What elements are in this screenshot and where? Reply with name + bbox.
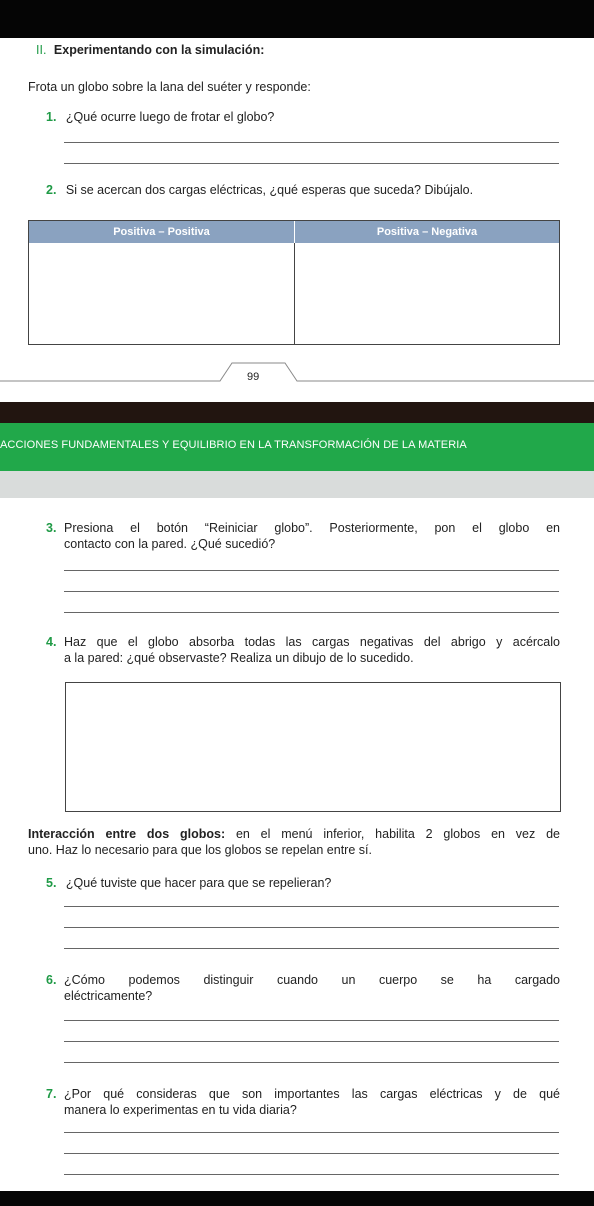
answer-line[interactable] xyxy=(64,1062,559,1063)
question-7-line-2: manera lo experimentas en tu vida diaria? xyxy=(64,1103,297,1117)
chapter-title: ACCIONES FUNDAMENTALES Y EQUILIBRIO EN LA TRANSFORMACIÓN DE LA MATERIA xyxy=(0,439,467,451)
top-black-bar xyxy=(0,0,594,38)
question-5-number: 5. xyxy=(46,876,57,890)
question-7-number: 7. xyxy=(46,1087,57,1101)
chapter-band-light xyxy=(0,471,594,498)
section-heading xyxy=(36,43,264,58)
question-4-line-2: a la pared: ¿qué observaste? Realiza un dibujo de lo sucedido. xyxy=(64,651,414,665)
question-4-line-1: Haz que el globo absorba todas las cargas negativas del abrigo y acércalo xyxy=(64,635,560,649)
question-6-line-1: ¿Cómo podemos distinguir cuando un cuerpo se ha cargado xyxy=(64,973,560,987)
answer-line[interactable] xyxy=(64,927,559,928)
interaction-line-2: uno. Haz lo necesario para que los globos se repelan entre sí. xyxy=(28,843,372,857)
answer-line[interactable] xyxy=(64,1020,559,1021)
question-7-line-1: ¿Por qué consideras que son importantes las cargas eléctricas y de qué xyxy=(64,1087,560,1101)
question-1 xyxy=(46,110,274,125)
interaction-text: en el menú inferior, habilita 2 globos en vez de xyxy=(225,827,560,841)
intro-text: Frota un globo sobre la lana del suéter y responde: xyxy=(28,80,311,94)
question-5-text: ¿Qué tuviste que hacer para que se repelieran? xyxy=(65,876,332,890)
bottom-black-bar xyxy=(0,1191,594,1206)
interaction-heading: Interacción entre dos globos: xyxy=(28,827,226,841)
section-numeral: II. xyxy=(36,43,47,57)
answer-line[interactable] xyxy=(64,570,559,571)
answer-line[interactable] xyxy=(64,163,559,164)
table-header-positive-positive: Positiva – Positiva xyxy=(29,221,295,243)
question-2-text: Si se acercan dos cargas eléctricas, ¿qué esperas que suceda? Dibújalo. xyxy=(65,183,474,197)
drawing-box[interactable] xyxy=(65,682,561,812)
question-3-line-1: Presiona el botón “Reiniciar globo”. Posteriormente, pon el globo en xyxy=(64,521,560,535)
answer-line[interactable] xyxy=(64,142,559,143)
question-5 xyxy=(46,876,331,891)
question-1-text: ¿Qué ocurre luego de frotar el globo? xyxy=(65,110,275,124)
answer-line[interactable] xyxy=(64,612,559,613)
question-2-number: 2. xyxy=(46,183,57,197)
question-1-number: 1. xyxy=(46,110,57,124)
answer-line[interactable] xyxy=(64,1132,559,1133)
chapter-band xyxy=(0,423,594,471)
section-title: Experimentando con la simulación: xyxy=(53,43,265,57)
chapter-band-dark xyxy=(0,402,594,423)
page-number: 99 xyxy=(247,371,260,383)
question-3-line-2: contacto con la pared. ¿Qué sucedió? xyxy=(64,537,276,551)
answer-line[interactable] xyxy=(64,948,559,949)
question-4-number: 4. xyxy=(46,635,57,649)
charges-table xyxy=(28,220,560,345)
page-number-tab xyxy=(0,360,594,386)
question-2 xyxy=(46,183,473,198)
answer-line[interactable] xyxy=(64,906,559,907)
answer-line[interactable] xyxy=(64,591,559,592)
question-6-number: 6. xyxy=(46,973,57,987)
drawing-cell-positive-negative[interactable] xyxy=(295,243,559,344)
answer-line[interactable] xyxy=(64,1153,559,1154)
answer-line[interactable] xyxy=(64,1041,559,1042)
question-6-line-2: eléctricamente? xyxy=(64,989,153,1003)
answer-line[interactable] xyxy=(64,1174,559,1175)
interaction-line-1 xyxy=(28,827,560,842)
drawing-cell-positive-positive[interactable] xyxy=(29,243,294,344)
question-3-number: 3. xyxy=(46,521,57,535)
table-header-positive-negative: Positiva – Negativa xyxy=(295,221,559,243)
